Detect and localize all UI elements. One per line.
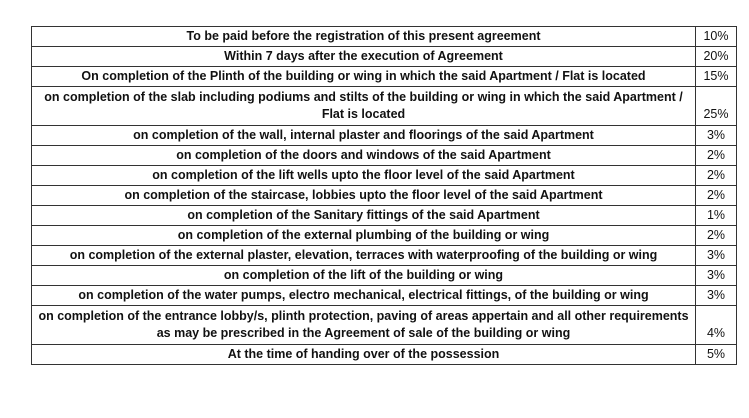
stage-percentage: 4%: [696, 306, 737, 345]
stage-percentage: 2%: [696, 166, 737, 186]
stage-percentage: 10%: [696, 27, 737, 47]
stage-percentage: 2%: [696, 146, 737, 166]
table-row: [32, 206, 737, 226]
table-row: [32, 87, 737, 126]
stage-percentage: 3%: [696, 126, 737, 146]
stage-description: on completion of the doors and windows of the said Apartment: [32, 146, 696, 166]
stage-percentage: 3%: [696, 286, 737, 306]
stage-description: on completion of the lift wells upto the floor level of the said Apartment: [32, 166, 696, 186]
stage-description: on completion of the entrance lobby/s, plinth protection, paving of areas appertain and all other requirements as may be prescribed in the Agreement of sale of the building or wing: [32, 306, 696, 345]
stage-percentage: 2%: [696, 186, 737, 206]
stage-description: To be paid before the registration of this present agreement: [32, 27, 696, 47]
stage-description: On completion of the Plinth of the building or wing in which the said Apartment / Flat is located: [32, 67, 696, 87]
table-row: [32, 166, 737, 186]
stage-description: on completion of the water pumps, electro mechanical, electrical fittings, of the building or wing: [32, 286, 696, 306]
stage-description: on completion of the Sanitary fittings of the said Apartment: [32, 206, 696, 226]
table-row: [32, 67, 737, 87]
stage-percentage: 1%: [696, 206, 737, 226]
stage-description: on completion of the external plaster, elevation, terraces with waterproofing of the building or wing: [32, 246, 696, 266]
table-row: [32, 226, 737, 246]
stage-description: on completion of the external plumbing of the building or wing: [32, 226, 696, 246]
stage-description: on completion of the lift of the building or wing: [32, 266, 696, 286]
stage-percentage: 25%: [696, 87, 737, 126]
stage-description: on completion of the slab including podiums and stilts of the building or wing in which the said Apartment / Flat is located: [32, 87, 696, 126]
stage-description: At the time of handing over of the possession: [32, 345, 696, 365]
stage-description: on completion of the staircase, lobbies upto the floor level of the said Apartment: [32, 186, 696, 206]
table-row: [32, 186, 737, 206]
table-row: [32, 286, 737, 306]
table-row: [32, 126, 737, 146]
table-row: [32, 27, 737, 47]
stage-percentage: 3%: [696, 266, 737, 286]
table-row: [32, 47, 737, 67]
stage-description: on completion of the wall, internal plaster and floorings of the said Apartment: [32, 126, 696, 146]
stage-percentage: 3%: [696, 246, 737, 266]
stage-percentage: 2%: [696, 226, 737, 246]
stage-percentage: 20%: [696, 47, 737, 67]
payment-schedule-table: [31, 26, 737, 365]
stage-description: Within 7 days after the execution of Agreement: [32, 47, 696, 67]
table-row: [32, 345, 737, 365]
stage-percentage: 15%: [696, 67, 737, 87]
stage-percentage: 5%: [696, 345, 737, 365]
table-row: [32, 266, 737, 286]
table-row: [32, 246, 737, 266]
table-row: [32, 306, 737, 345]
table-row: [32, 146, 737, 166]
